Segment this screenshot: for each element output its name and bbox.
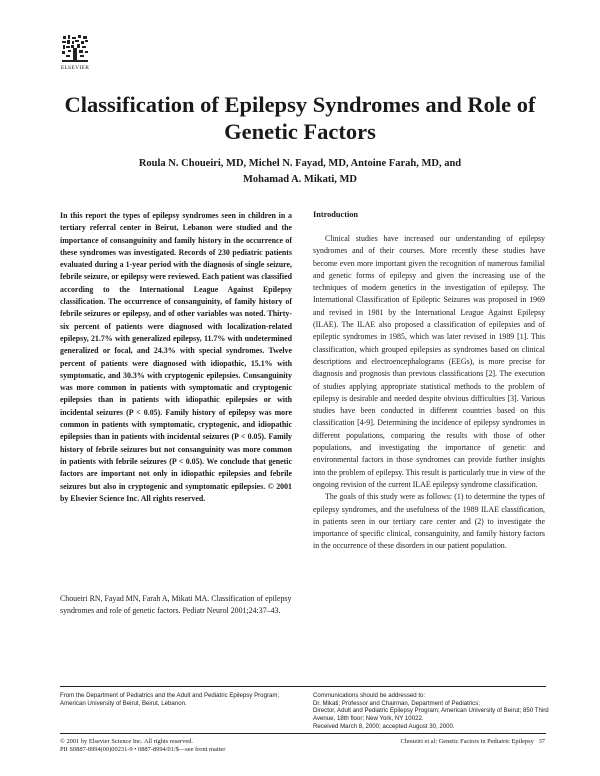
publisher-logo xyxy=(60,34,90,71)
logo-text: ELSEVIER xyxy=(60,65,90,71)
elsevier-tree-icon xyxy=(60,34,90,64)
communications-address: Director, Adult and Pediatric Epilepsy Program; American University of Beirut; 850 Third Avenue, 18th floor; New York, NY 10022. xyxy=(313,707,549,723)
authors-line-2: Mohamad A. Mikati, MD xyxy=(242,174,358,185)
authors-line-1: Roula N. Choueiri, MD, Michel N. Fayad, MD, Antoine Farah, MD, and xyxy=(138,158,462,169)
introduction-paragraph: The goals of this study were as follows: (1) to determine the types of epilepsy syndromes, and the usefulness of the 1989 ILAE classification, in patients seen in our tertiary care center and (2) to investigate the importance of specific clinical, consanguinity, and family history factors in the occurrence of these disorders in our patient population. xyxy=(313,492,545,551)
communications-label: Communications should be addressed to: xyxy=(313,692,426,699)
page-bottom-divider xyxy=(60,733,546,734)
running-head: Choueiri et al: Genetic Factors in Pediatric Epilepsy xyxy=(400,738,534,745)
running-footer xyxy=(401,738,545,746)
abstract: In this report the types of epilepsy syndromes seen in children in a tertiary referral center in Beirut, Lebanon were studied and the importance of consanguinity and family history in the occurrence of these syndromes was investigated. Records of 230 pediatric patients evaluated during a 1-year period with the diagnosis of single seizure, febrile seizure, or epilepsy were reviewed. Each patient was classified according to the International League Against Epilepsy classification. The occurrence of consanguinity, of family history of febrile seizures or epilepsy, and of other variables was noted. Thirty-six percent of patients were diagnosed with localization-related epilepsy, 21.7% with generalized epilepsy, 11.7% with undetermined generalized or focal, and 24.3% with special syndromes. Twelve percent of patients were diagnosed with idiopathic, 15.1% with symptomatic, and 30.3% with cryptogenic epilepsies. Consanguinity was more common in patients with symptomatic and cryptogenic epilepsies than in patients with idiopathic epilepsies or with incidental seizures (P < 0.05). Family history of epilepsy was more common in patients with symptomatic, cryptogenic, and idiopathic epilepsies than in patients with incidental seizures (P < 0.05). Family history of febrile seizures but not consanguinity was more common in patients with febrile seizures (P < 0.05). We conclude that genetic factors are important not only in idiopathic epilepsies and febrile seizures but also in cryptogenic and symptomatic epilepsies. © 2001 by Elsevier Science Inc. All rights reserved. xyxy=(60,211,292,503)
copyright-line: © 2001 by Elsevier Science Inc. All rights reserved. xyxy=(60,738,193,745)
citation: Choueiri RN, Fayad MN, Farah A, Mikati MA. Classification of epilepsy syndromes and role of genetic factors. Pediatr Neurol 2001;24:37–43. xyxy=(60,594,292,616)
communications-name: Dr. Mikati; Professor and Chairman, Department of Pediatrics; xyxy=(313,699,480,707)
article-title: Classification of Epilepsy Syndromes and Role of Genetic Factors xyxy=(64,92,536,144)
copyright-block xyxy=(60,738,225,754)
correspondence-footnote xyxy=(313,692,549,731)
author-list xyxy=(40,156,560,188)
introduction-body xyxy=(313,233,545,553)
introduction-paragraph: Clinical studies have increased our understanding of epilepsy syndromes and of their courses. More recently these studies have become even more important given the recognition of numerous familial and genetic forms of epilepsy and given the increasing use of the techniques of modern genetics in the investigation of epilepsy. The International Classification of Epileptic Seizures was proposed in 1969 and revised in 1981 by the International League Against Epilepsy (ILAE). The ILAE also proposed a classification of epilepsies and of epileptic syndromes in 1985, which was later revised in 1989 [1]. This classification, which grouped epilepsies as syndromes based on clinical descriptions and electroencephalograms (EEGs), is more precise for diagnosis and prognosis than previous classifications [2]. The execution of studies applying appropriate statistical methods to the problem of epilepsy is desirable and needed despite obvious difficulties [3]. Various studies have been conducted in different countries based on this classification [4-9]. Determining the incidence of epilepsy syndromes in different populations, comparing the results with those of other populations, and investigating the importance of genetic and environmental factors in those syndromes can provide further insights into the problem of epilepsy. This result is particularly true in view of the ongoing revision of the current ILAE epilepsy syndrome classification. xyxy=(313,234,545,489)
introduction-heading: Introduction xyxy=(313,210,359,219)
footnote-divider xyxy=(60,686,546,687)
received-dates: Received March 8, 2000; accepted August 30, 2000. xyxy=(313,722,455,730)
pii-line: PII S0887-8994(00)00231-9 • 0887-8994/01/$—see front matter xyxy=(60,746,226,753)
affiliation-footnote: From the Department of Pediatrics and the Adult and Pediatric Epilepsy Program; American University of Beirut, Beirut, Lebanon. xyxy=(60,692,280,707)
page-number: 37 xyxy=(538,738,545,745)
